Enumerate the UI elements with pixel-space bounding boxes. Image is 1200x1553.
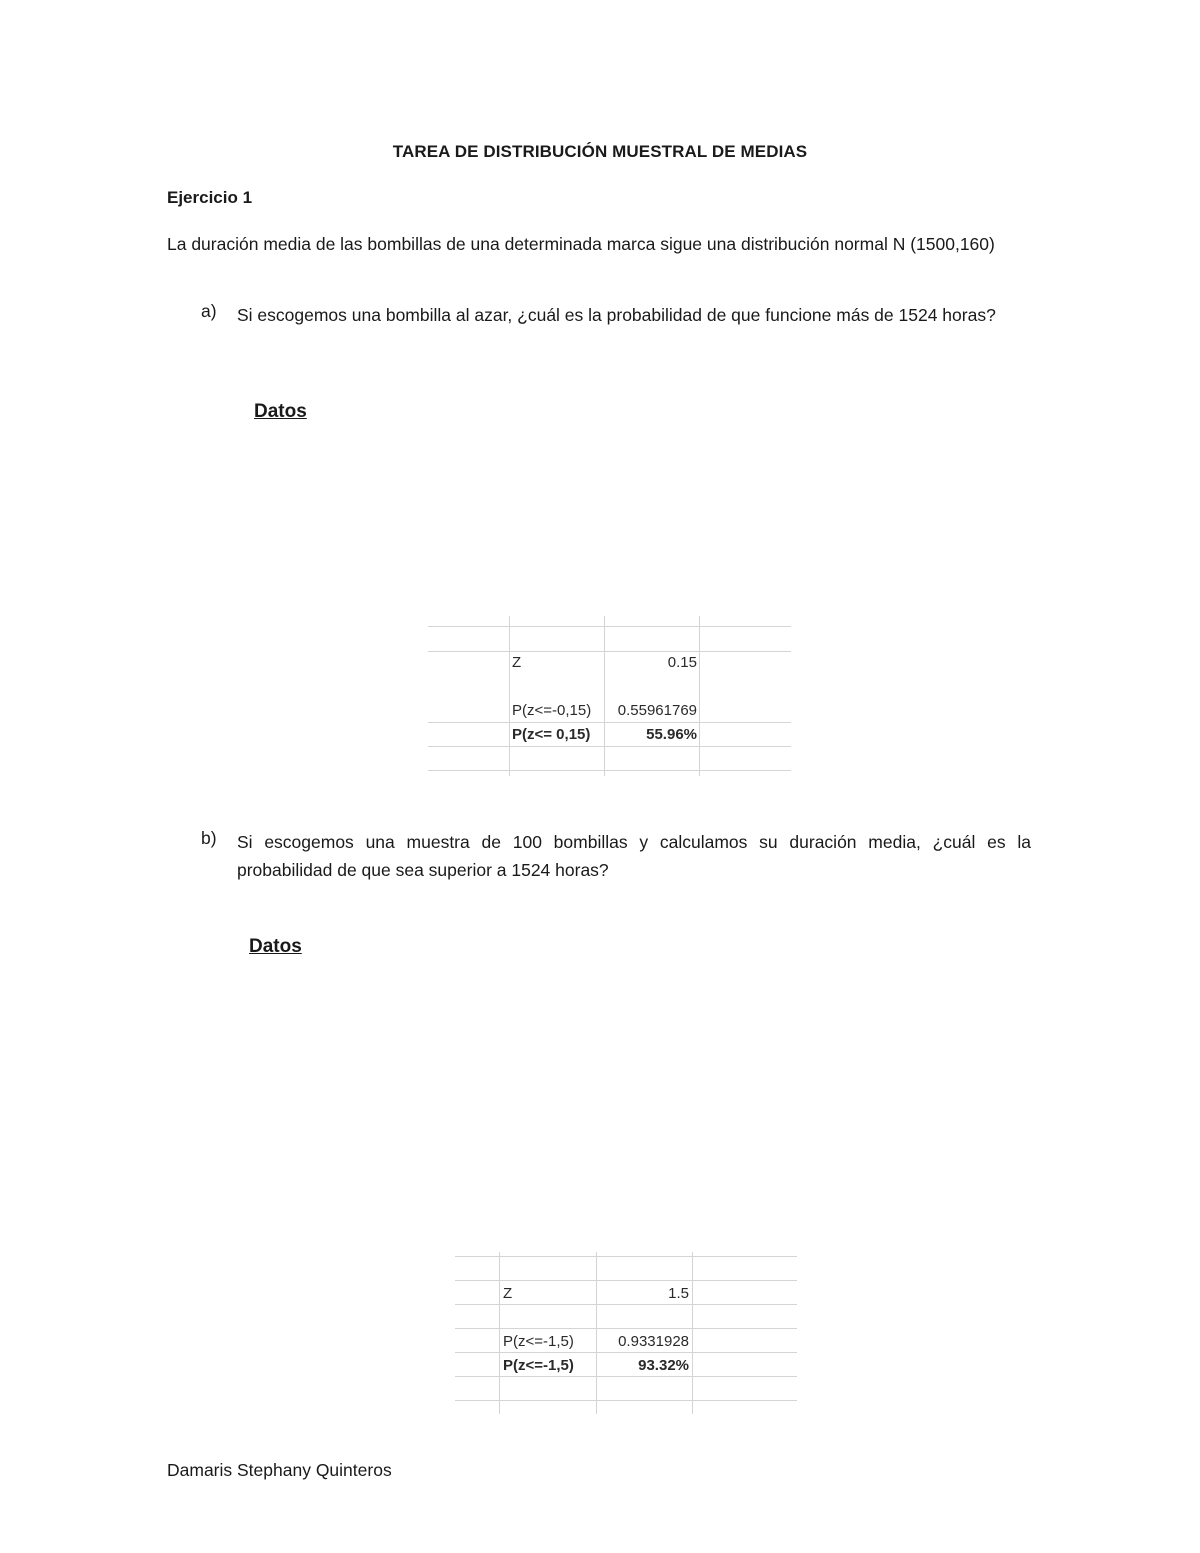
item-b-datos-label: Datos	[249, 936, 302, 957]
item-a-datos-label: Datos	[254, 401, 307, 422]
sheet-a-gridline	[699, 616, 700, 776]
item-b-text: Si escogemos una muestra de 100 bombillas y calculamos su duración media, ¿cuál es la probabilidad de que sea superior a 1524 horas?	[237, 832, 1031, 880]
sheet-a-gridline	[428, 722, 791, 723]
sheet-b-gridline	[499, 1252, 500, 1414]
sheet-b-gridline	[455, 1256, 797, 1257]
sheet-b-gridline	[455, 1376, 797, 1377]
sheet-b-p-label: P(z<=-1,5)	[503, 1333, 574, 1350]
sheet-a-p-value: 0.55961769	[617, 702, 697, 719]
sheet-a-z-label: Z	[512, 654, 522, 671]
sheet-b-z-label: Z	[503, 1285, 513, 1302]
sheet-b	[455, 1252, 797, 1414]
sheet-b-gridline	[455, 1400, 797, 1401]
sheet-b-pct-value: 93.32%	[638, 1357, 689, 1374]
sheet-a-gridline	[604, 616, 605, 776]
sheet-a-gridline	[428, 746, 791, 747]
intro-paragraph: La duración media de las bombillas de una determinada marca sigue una distribución normal N (1500,160)	[167, 234, 995, 254]
sheet-a-gridline	[428, 651, 791, 652]
sheet-a-z-value: 0.15	[667, 654, 697, 671]
sheet-a	[428, 616, 791, 776]
sheet-b-gridline	[455, 1304, 797, 1305]
item-b-marker: b)	[201, 828, 217, 848]
sheet-b-gridline	[455, 1280, 797, 1281]
sheet-a-pct-label: P(z<= 0,15)	[512, 726, 591, 743]
item-a-text: Si escogemos una bombilla al azar, ¿cuál es la probabilidad de que funcione más de 1524 horas?	[237, 305, 996, 325]
sheet-a-gridline	[509, 616, 510, 776]
sheet-b-gridline	[596, 1252, 597, 1414]
sheet-b-p-value: 0.9331928	[618, 1333, 689, 1350]
sheet-b-gridline	[455, 1328, 797, 1329]
sheet-b-gridline	[692, 1252, 693, 1414]
sheet-a-pct-value: 55.96%	[646, 726, 697, 743]
exercise-heading: Ejercicio 1	[167, 188, 253, 207]
author-footer: Damaris Stephany Quinteros	[167, 1460, 392, 1480]
sheet-a-gridline	[428, 770, 791, 771]
sheet-a-gridline	[428, 626, 791, 627]
sheet-b-z-value: 1.5	[668, 1285, 689, 1302]
document-title: TAREA DE DISTRIBUCIÓN MUESTRAL DE MEDIAS	[392, 142, 808, 161]
sheet-b-gridline	[455, 1352, 797, 1353]
item-a-marker: a)	[201, 301, 217, 321]
sheet-a-p-label: P(z<=-0,15)	[512, 702, 592, 719]
sheet-b-pct-label: P(z<=-1,5)	[503, 1357, 574, 1374]
